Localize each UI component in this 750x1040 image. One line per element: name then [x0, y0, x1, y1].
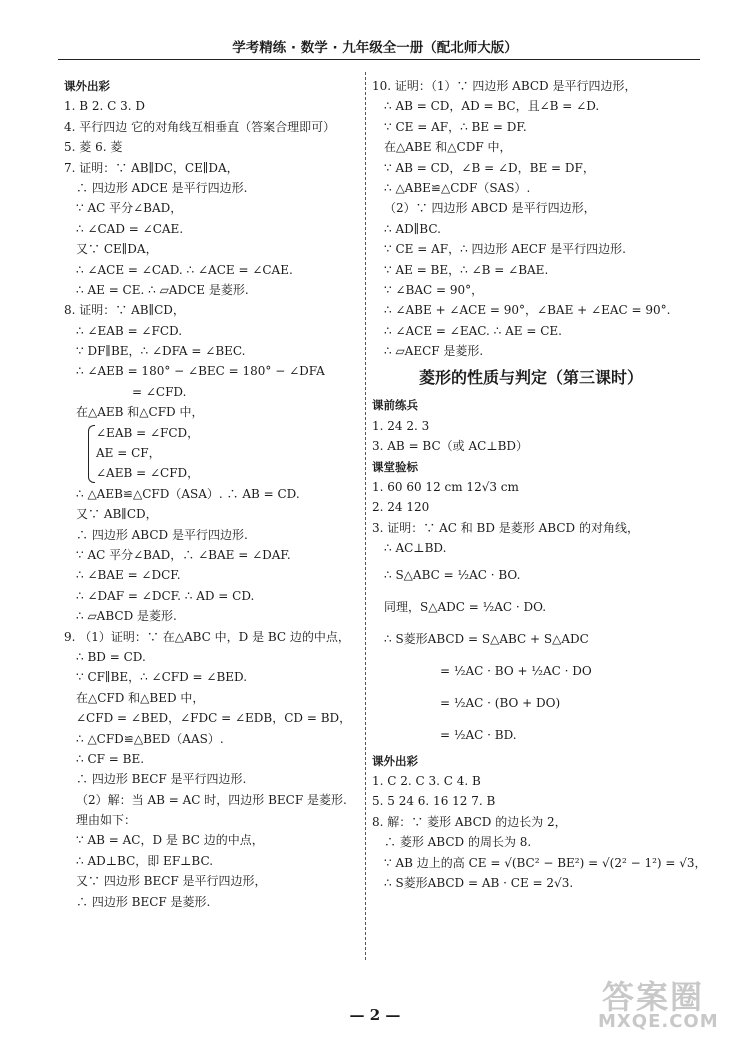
text-line: ∴ ∠ACE = ∠EAC. ∴ AE = CE. — [384, 323, 562, 338]
section-heading: 课前练兵 — [372, 398, 418, 413]
text-line: （2）∵ 四边形 ABCD 是平行四边形， — [384, 201, 596, 216]
text-line: ∴ AD⊥BC，即 EF⊥BC. — [76, 853, 214, 868]
text-line: ∵ AC 平分∠BAD， — [76, 201, 183, 216]
text-line: 8. 证明：∵ AB∥CD， — [64, 303, 185, 318]
text-line: ∵ AB 边上的高 CE = √(BC² − BE²) = √(2² − 1²) = √3， — [384, 855, 707, 870]
text-line: 3. 证明：∵ AC 和 BD 是菱形 ABCD 的对角线， — [372, 520, 639, 535]
text-line: ∴ S△ABC = ½AC · BO. — [384, 567, 521, 582]
page-header: 学考精练 · 数学 · 九年级全一册（配北师大版） — [232, 40, 518, 56]
text-line: 7. 证明：∵ AB∥DC，CE∥DA， — [64, 160, 239, 175]
text-line: 1. 60 60 12 cm 12√3 cm — [372, 480, 519, 495]
text-line: 5. 菱 6. 菱 — [64, 140, 123, 155]
text-line: ∴ ∠EAB = ∠FCD. — [76, 323, 183, 338]
text-line: ∴ 四边形 BECF 是菱形. — [76, 894, 211, 909]
text-line: ∵ DF∥BE，∴ ∠DFA = ∠BEC. — [76, 344, 246, 359]
text-line: ∴ ∠BAE = ∠DCF. — [76, 568, 181, 583]
text-line: ∠AEB = ∠CFD， — [96, 466, 200, 481]
section-heading: 课堂验标 — [372, 459, 418, 474]
text-line: ∴ ▱ABCD 是菱形. — [76, 609, 177, 624]
right-column — [372, 76, 707, 893]
text-line: = ½AC · (BO + DO) — [440, 695, 561, 710]
text-line: AE = CF， — [96, 446, 161, 461]
watermark-logo — [588, 972, 738, 1034]
section-heading: 课外出彩 — [64, 79, 110, 93]
text-line: ∴ S菱形ABCD = AB · CE = 2√3. — [384, 875, 574, 890]
text-line: ∴ ∠ABE + ∠ACE = 90°，∠BAE + ∠EAC = 90°. — [384, 303, 671, 318]
text-line: （2）解：当 AB = AC 时，四边形 BECF 是菱形. — [76, 792, 347, 807]
text-line: 同理，S△ADC = ½AC · DO. — [384, 599, 547, 614]
brace-bracket — [88, 425, 95, 483]
text-line: ∴ AD∥BC. — [384, 221, 441, 236]
text-line: ∴ ∠ACE = ∠CAD. ∴ ∠ACE = ∠CAE. — [76, 262, 293, 277]
text-line: 在△CFD 和△BED 中， — [76, 690, 205, 705]
text-line: ∴ AC⊥BD. — [384, 541, 447, 556]
text-line: 10. 证明：（1）∵ 四边形 ABCD 是平行四边形， — [372, 79, 637, 93]
watermark-bottom: MXQE.COM — [598, 1011, 719, 1032]
text-line: ∴ ∠DAF = ∠DCF. ∴ AD = CD. — [76, 588, 255, 603]
text-line: ∴ AE = CE. ∴ ▱ADCE 是菱形. — [76, 282, 249, 297]
left-column — [64, 76, 360, 912]
text-line: 4. 平行四边 它的对角线互相垂直（答案合理即可） — [64, 119, 336, 134]
text-line: ∵ AE = BE，∴ ∠B = ∠BAE. — [384, 262, 549, 277]
text-line: ∴ 四边形 ABCD 是平行四边形. — [76, 527, 248, 542]
header-rule — [58, 59, 700, 60]
section-heading: 菱形的性质与判定（第三课时） — [418, 368, 643, 388]
text-line: = ∠CFD. — [132, 384, 187, 399]
text-line: 理由如下： — [76, 813, 137, 828]
text-line: ∵ ∠BAC = 90°， — [384, 282, 484, 297]
text-line: ∴ 四边形 ADCE 是平行四边形. — [76, 180, 248, 195]
page-number: — 2 — — [349, 1006, 401, 1024]
text-line: 又∵ AB∥CD， — [76, 507, 158, 522]
text-line: 1. 24 2. 3 — [372, 418, 430, 433]
text-line: ∵ AC 平分∠BAD，∴ ∠BAE = ∠DAF. — [76, 547, 291, 562]
text-line: ∵ AB = AC，D 是 BC 边的中点， — [76, 833, 264, 848]
text-line: ∴ △AEB≌△CFD（ASA）. ∴ AB = CD. — [76, 486, 300, 501]
text-line: ∴ CF = BE. — [76, 751, 145, 766]
text-line: ∴ ∠CAD = ∠CAE. — [76, 221, 184, 236]
watermark-top: 答案圈 — [602, 978, 705, 1016]
text-line: ∴ BD = CD. — [76, 649, 146, 664]
text-line: ∴ 菱形 ABCD 的周长为 8. — [384, 835, 532, 850]
text-line: ∴ ▱AECF 是菱形. — [384, 344, 484, 359]
text-line: 1. C 2. C 3. C 4. B — [372, 773, 481, 788]
section-heading: 课外出彩 — [372, 753, 418, 768]
text-line: ∴ AB = CD，AD = BC，且∠B = ∠D. — [384, 99, 600, 114]
text-line: ∴ ∠AEB = 180° − ∠BEC = 180° − ∠DFA — [76, 364, 325, 379]
column-divider — [365, 72, 366, 960]
text-line: ∴ △ABE≌△CDF（SAS）. — [384, 180, 531, 195]
text-line: 又∵ 四边形 BECF 是平行四边形， — [76, 874, 267, 889]
text-line: 8. 解：∵ 菱形 ABCD 的边长为 2， — [372, 814, 567, 829]
text-line: ∵ CE = AF，∴ 四边形 AECF 是平行四边形. — [384, 242, 626, 257]
text-line: ∵ AB = CD，∠B = ∠D，BE = DF， — [384, 160, 595, 175]
text-line: 2. 24 120 — [372, 500, 430, 515]
text-line: ∴ △CFD≌△BED（AAS）. — [76, 731, 224, 746]
text-line: ∵ CF∥BE，∴ ∠CFD = ∠BED. — [76, 670, 248, 685]
text-line: = ½AC · BO + ½AC · DO — [440, 663, 592, 678]
text-line: 9. （1）证明：∵ 在△ABC 中，D 是 BC 边的中点， — [64, 629, 350, 644]
text-line: 1. B 2. C 3. D — [64, 99, 146, 114]
text-line: ∠CFD = ∠BED，∠FDC = ∠EDB，CD = BD， — [76, 711, 352, 726]
text-line: ∠EAB = ∠FCD， — [96, 425, 200, 440]
text-line: 又∵ CE∥DA， — [76, 242, 158, 257]
text-line: ∴ S菱形ABCD = S△ABC + S△ADC — [384, 631, 589, 646]
text-line: 5. 5 24 6. 16 12 7. B — [372, 794, 496, 809]
text-line: ∴ 四边形 BECF 是平行四边形. — [76, 772, 247, 787]
text-line: 3. AB = BC（或 AC⊥BD） — [372, 439, 529, 454]
text-line: 在△ABE 和△CDF 中， — [384, 140, 512, 155]
text-line: ∵ CE = AF，∴ BE = DF. — [384, 119, 527, 134]
text-line: = ½AC · BD. — [440, 727, 517, 742]
text-line: 在△AEB 和△CFD 中， — [76, 405, 204, 420]
